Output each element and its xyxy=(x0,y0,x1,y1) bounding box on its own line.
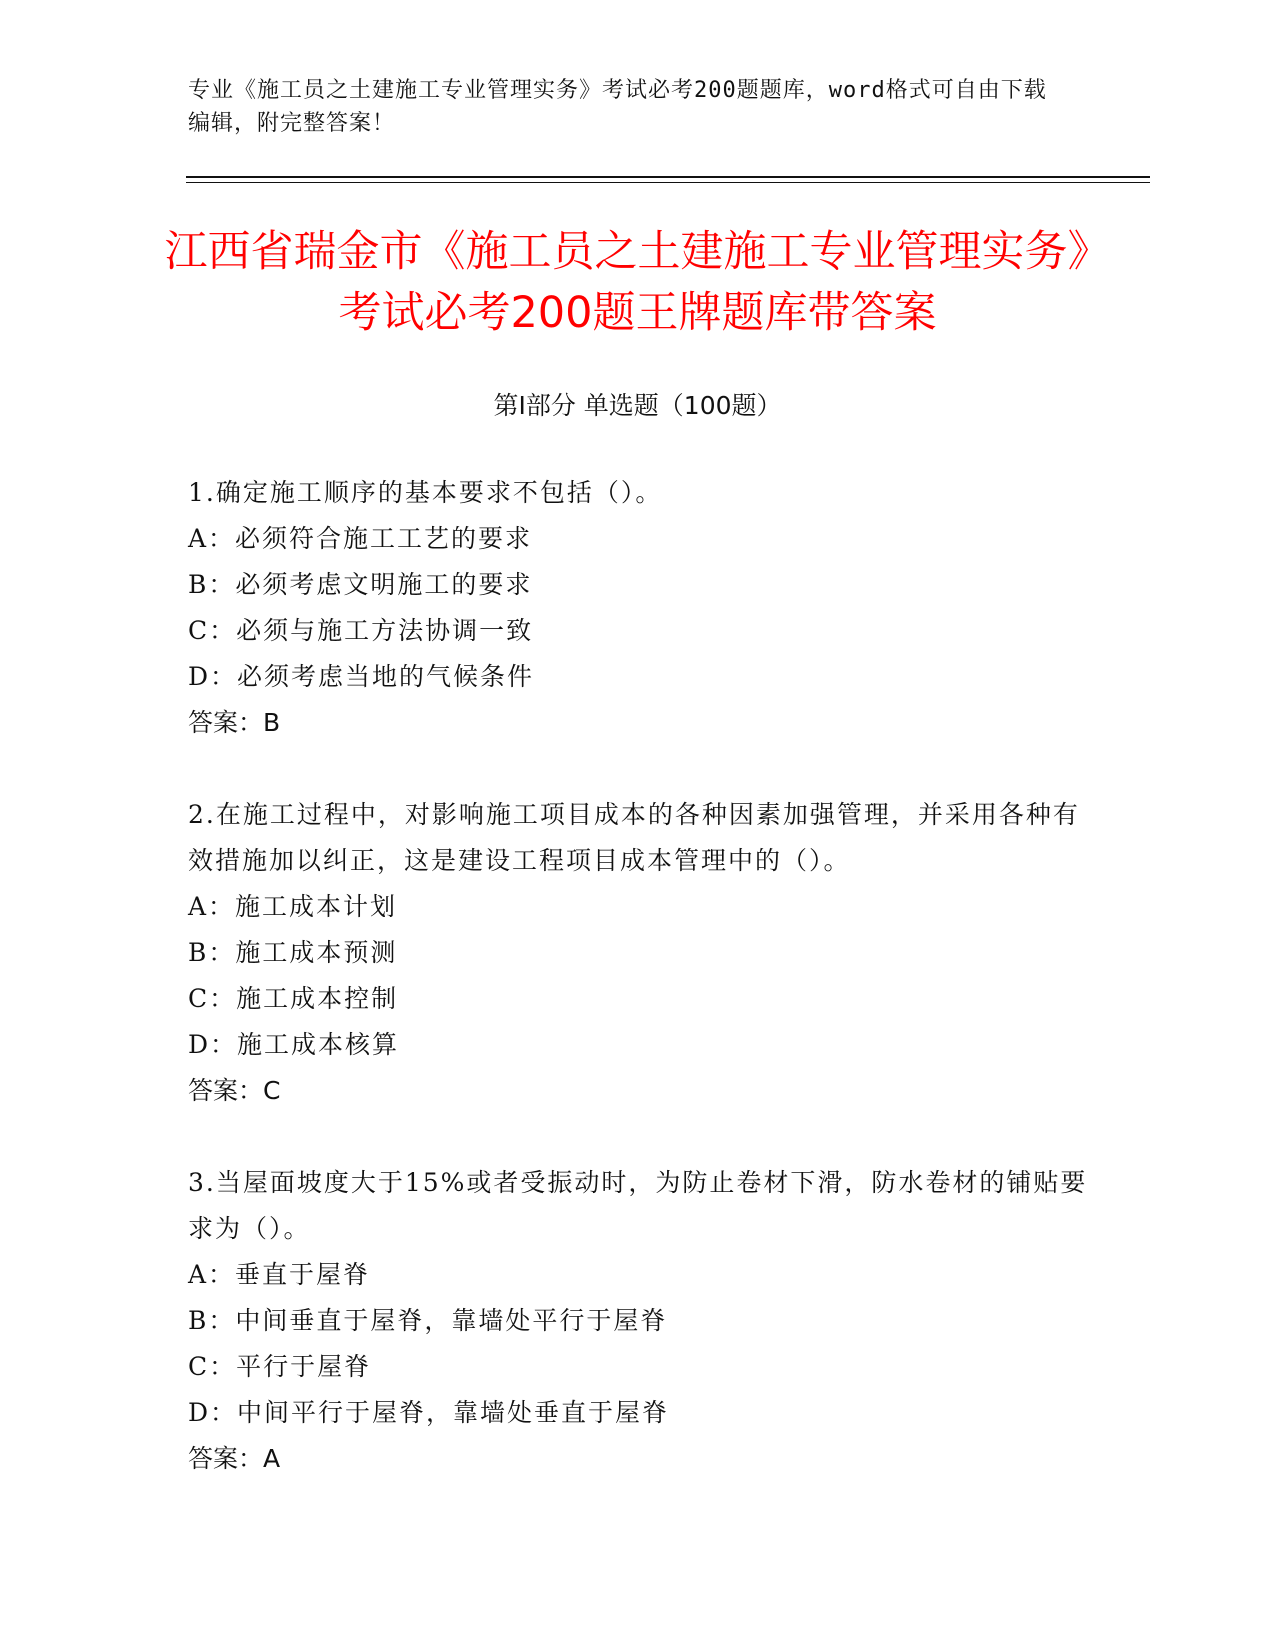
option-a: A：垂直于屋脊 xyxy=(188,1260,371,1289)
question-stem: 2.在施工过程中，对影响施工项目成本的各种因素加强管理，并采用各种有效措施加以纠正，这是建设工程项目成本管理中的（）。 xyxy=(188,800,1080,875)
answer: 答案：B xyxy=(188,708,281,737)
question-3 xyxy=(188,1160,1088,1482)
answer: 答案：A xyxy=(188,1444,281,1473)
question-2 xyxy=(188,792,1088,1114)
option-c: C：施工成本控制 xyxy=(188,984,399,1013)
option-c: C：平行于屋脊 xyxy=(188,1352,372,1381)
answer: 答案：C xyxy=(188,1076,281,1105)
section-heading: 第Ⅰ部分 单选题（100题） xyxy=(493,391,782,420)
question-stem: 1.确定施工顺序的基本要求不包括（）。 xyxy=(188,478,663,507)
question-stem: 3.当屋面坡度大于15%或者受振动时，为防止卷材下滑，防水卷材的铺贴要求为（）。 xyxy=(188,1168,1088,1243)
option-b: B：必须考虑文明施工的要求 xyxy=(188,570,533,599)
option-d: D：施工成本核算 xyxy=(188,1030,400,1059)
header-divider-thick xyxy=(186,176,1150,178)
option-b: B：施工成本预测 xyxy=(188,938,398,967)
question-list xyxy=(188,470,1088,1528)
option-d: D：必须考虑当地的气候条件 xyxy=(188,662,535,691)
document-title: 江西省瑞金市《施工员之土建施工专业管理实务》考试必考200题王牌题库带答案 xyxy=(164,227,1111,338)
option-a: A：必须符合施工工艺的要求 xyxy=(188,524,533,553)
header-note: 专业《施工员之土建施工专业管理实务》考试必考200题题库，word格式可自由下载编辑，附完整答案！ xyxy=(188,78,1047,136)
header-divider-thin xyxy=(186,182,1150,183)
option-b: B：中间垂直于屋脊，靠墙处平行于屋脊 xyxy=(188,1306,668,1335)
option-a: A：施工成本计划 xyxy=(188,892,398,921)
question-1 xyxy=(188,470,1088,746)
option-c: C：必须与施工方法协调一致 xyxy=(188,616,534,645)
option-d: D：中间平行于屋脊，靠墙处垂直于屋脊 xyxy=(188,1398,670,1427)
